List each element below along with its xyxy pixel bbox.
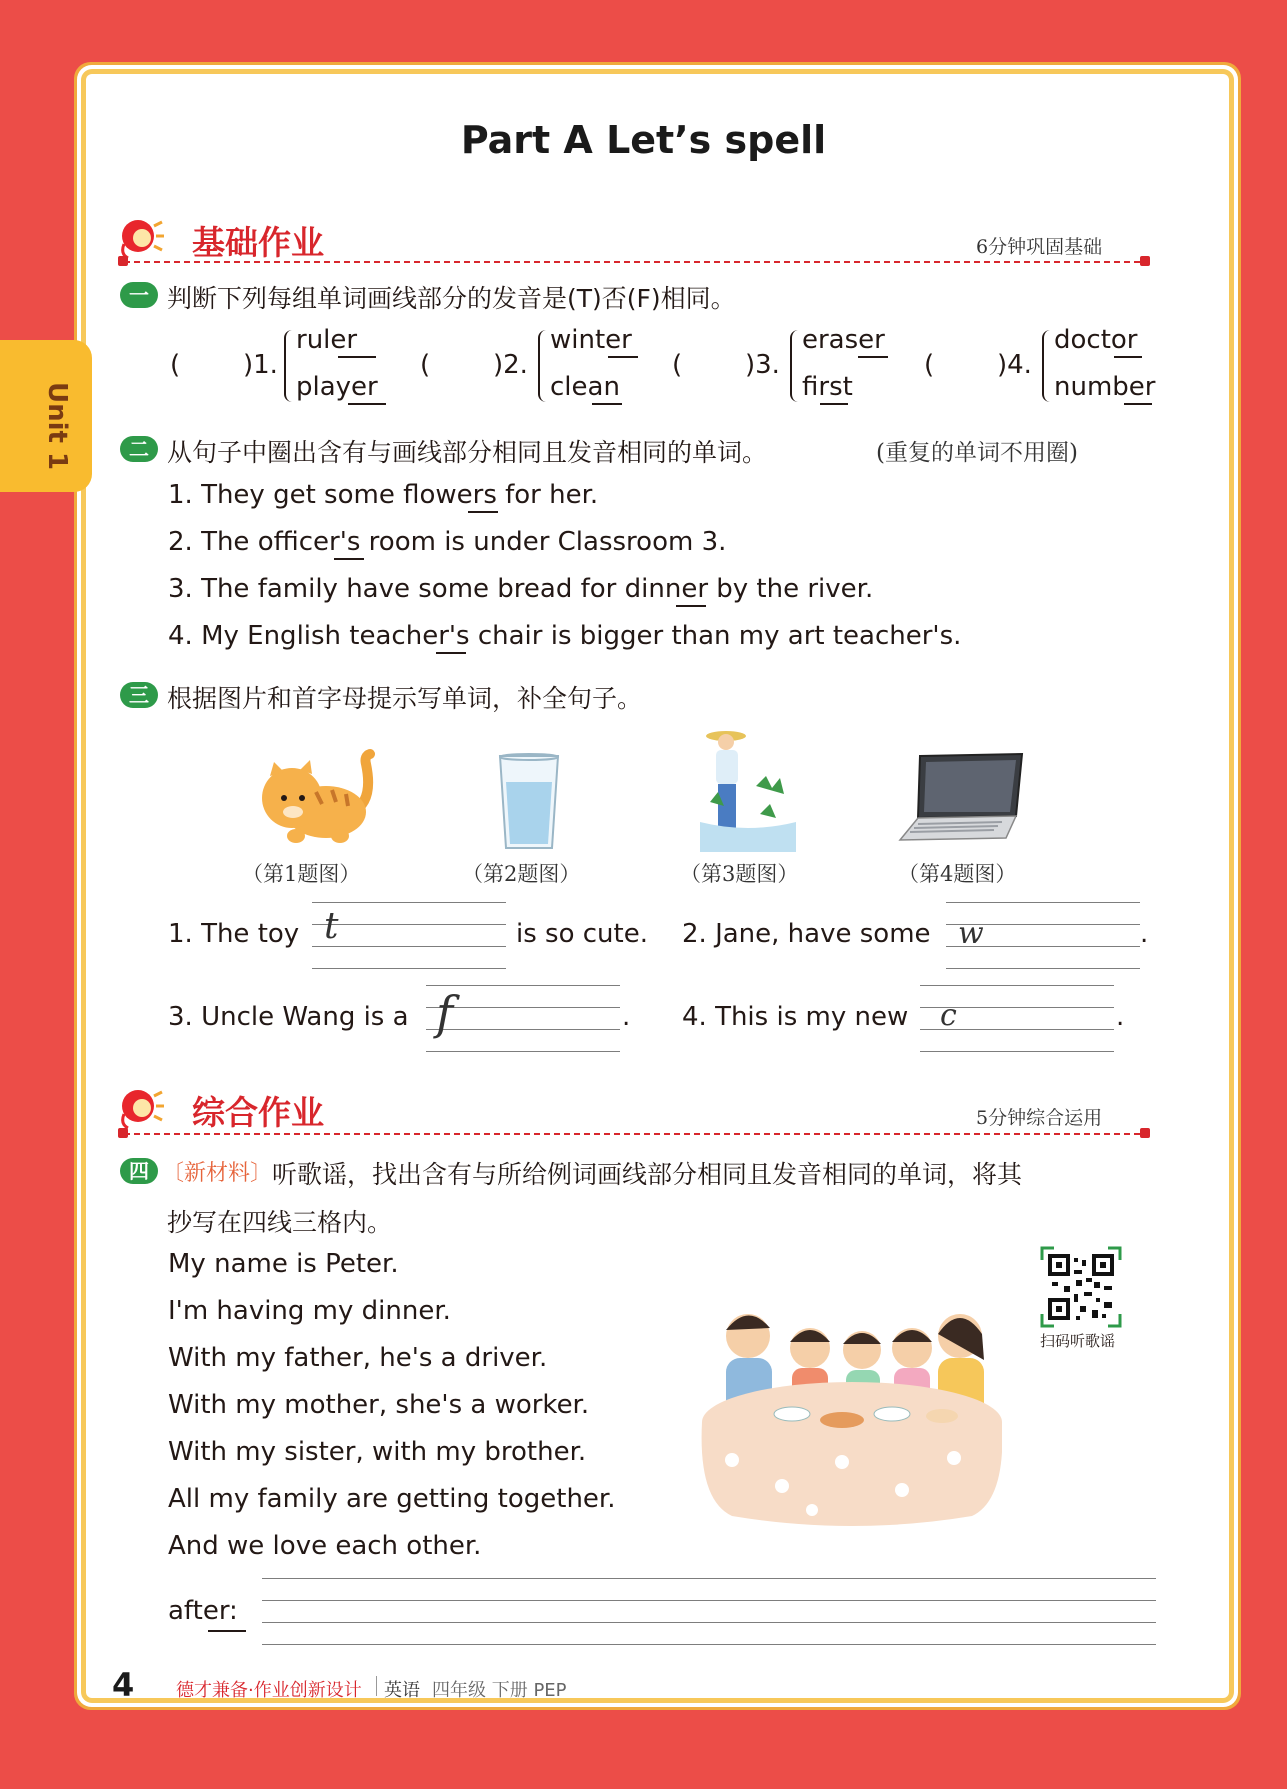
song-line: I'm having my dinner. <box>168 1296 451 1326</box>
footer-grade: 四年级 下册 PEP <box>432 1680 567 1701</box>
question-instruction-cont: 抄写在四线三格内。 <box>167 1208 393 1237</box>
underline <box>820 403 848 405</box>
underline <box>348 403 386 405</box>
answer-label: after: <box>168 1596 238 1626</box>
song-line: All my family are getting together. <box>168 1484 616 1514</box>
item-number: )2. <box>493 350 528 380</box>
underline <box>436 652 466 654</box>
brace <box>790 330 802 402</box>
fill-sentence-text: . <box>622 1002 631 1032</box>
fill-sentence-text: 1. The toy <box>168 919 300 949</box>
tiger-toy-image <box>256 742 380 852</box>
qr-label: 扫码听歌谣 <box>1040 1332 1116 1350</box>
fill-sentence-text: . <box>1116 1002 1125 1032</box>
question-badge: 四 <box>120 1158 158 1184</box>
song-line: With my father, he's a driver. <box>168 1343 548 1373</box>
section-title-comprehensive: 综合作业 <box>192 1093 324 1132</box>
fill-sentence-text: . <box>1140 919 1149 949</box>
answer-paren[interactable]: ( <box>420 350 431 380</box>
word: clean <box>550 372 620 402</box>
four-line-grid[interactable] <box>312 902 506 968</box>
letter-hint: w <box>958 916 984 951</box>
brace <box>1042 330 1054 402</box>
answer-paren[interactable]: ( <box>672 350 683 380</box>
letter-hint: f <box>436 986 454 1040</box>
section-note-basic: 6分钟巩固基础 <box>976 236 1103 258</box>
section-divider <box>124 1133 1150 1135</box>
question-badge: 二 <box>120 436 158 462</box>
word: doctor <box>1054 325 1138 355</box>
word: number <box>1054 372 1156 402</box>
song-line: My name is Peter. <box>168 1249 399 1279</box>
word: eraser <box>802 325 885 355</box>
four-line-grid[interactable] <box>426 985 620 1051</box>
underline <box>858 356 888 358</box>
section-title-basic: 基础作业 <box>192 223 324 262</box>
fill-sentence-text: is so cute. <box>516 919 648 949</box>
question-instruction: 听歌谣，找出含有与所给例词画线部分相同且发音相同的单词，将其 <box>272 1160 1023 1189</box>
qr-code[interactable] <box>1040 1246 1122 1328</box>
question-badge: 一 <box>120 282 158 308</box>
unit-tab-label: Unit 1 <box>42 382 72 471</box>
question-instruction: 根据图片和首字母提示写单词，补全句子。 <box>167 684 643 713</box>
underline <box>208 1630 246 1632</box>
divider-end <box>118 256 128 266</box>
letter-hint: t <box>324 906 339 947</box>
picture-caption: （第4题图） <box>898 862 1017 886</box>
song-line: And we love each other. <box>168 1531 482 1561</box>
picture-caption: （第1题图） <box>242 862 361 886</box>
answer-paren[interactable]: ( <box>170 350 181 380</box>
picture-caption: （第3题图） <box>680 862 799 886</box>
divider-end <box>1140 256 1150 266</box>
underline <box>1124 403 1152 405</box>
underline <box>338 356 376 358</box>
footer-brand: 德才兼备·作业创新设计 <box>176 1680 362 1701</box>
mascot-icon <box>118 1084 164 1130</box>
divider-end <box>118 1128 128 1138</box>
sentence: 3. The family have some bread for dinner by the river. <box>168 574 874 604</box>
question-badge: 三 <box>120 682 158 708</box>
section-divider <box>124 261 1150 263</box>
picture-caption: （第2题图） <box>462 862 581 886</box>
footer-subject: 英语 <box>384 1680 420 1701</box>
fill-sentence-text: 2. Jane, have some <box>682 919 931 949</box>
sentence: 4. My English teacher's chair is bigger than my art teacher's. <box>168 621 962 651</box>
underline <box>1114 356 1142 358</box>
brace <box>284 330 296 402</box>
water-glass-image <box>496 752 562 852</box>
item-number: )1. <box>243 350 278 380</box>
fill-sentence-text: 4. This is my new <box>682 1002 909 1032</box>
new-material-tag: 〔新材料〕 <box>162 1161 273 1186</box>
answer-paren[interactable]: ( <box>924 350 935 380</box>
four-line-grid-answer[interactable] <box>262 1578 1156 1644</box>
word: ruler <box>296 325 358 355</box>
family-dinner-image <box>692 1290 1002 1526</box>
song-line: With my sister, with my brother. <box>168 1437 587 1467</box>
word: winter <box>550 325 632 355</box>
qr-code-icon <box>1040 1246 1122 1328</box>
sentence: 1. They get some flowers for her. <box>168 480 599 510</box>
section-note-comprehensive: 5分钟综合运用 <box>976 1107 1103 1129</box>
question-note: (重复的单词不用圈) <box>876 440 1078 466</box>
footer-divider <box>376 1676 377 1696</box>
word: player <box>296 372 378 402</box>
item-number: )4. <box>997 350 1032 380</box>
sentence: 2. The officer's room is under Classroom 3. <box>168 527 727 557</box>
mascot-icon <box>118 214 164 260</box>
underline <box>592 403 622 405</box>
letter-hint: c <box>940 998 957 1033</box>
farmer-image <box>700 726 796 852</box>
fill-sentence-text: 3. Uncle Wang is a <box>168 1002 409 1032</box>
word: first <box>802 372 853 402</box>
song-line: With my mother, she's a worker. <box>168 1390 590 1420</box>
question-instruction: 从句子中圈出含有与画线部分相同且发音相同的单词。 <box>167 438 768 467</box>
unit-tab[interactable] <box>0 340 92 492</box>
laptop-image <box>898 752 1024 842</box>
underline <box>608 356 638 358</box>
underline <box>468 511 498 513</box>
underline <box>676 605 706 607</box>
brace <box>538 330 550 402</box>
question-instruction: 判断下列每组单词画线部分的发音是(T)否(F)相同。 <box>167 284 736 313</box>
underline <box>334 558 364 560</box>
page-number: 4 <box>112 1666 135 1704</box>
page-title: Part A Let’s spell <box>460 118 827 162</box>
divider-end <box>1140 1128 1150 1138</box>
item-number: )3. <box>745 350 780 380</box>
